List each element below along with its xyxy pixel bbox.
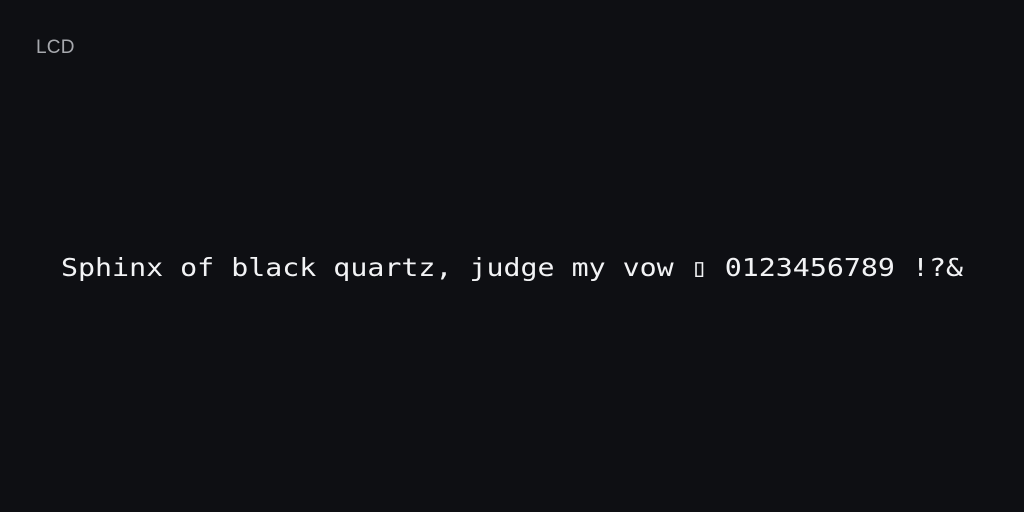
font-name-label: LCD — [36, 37, 75, 58]
specimen-area — [0, 240, 1024, 296]
specimen-text-svg — [0, 240, 1024, 296]
specimen-text: Sphinx of black quartz, judge my vow ▯ 0123456789 !?& — [61, 253, 963, 282]
